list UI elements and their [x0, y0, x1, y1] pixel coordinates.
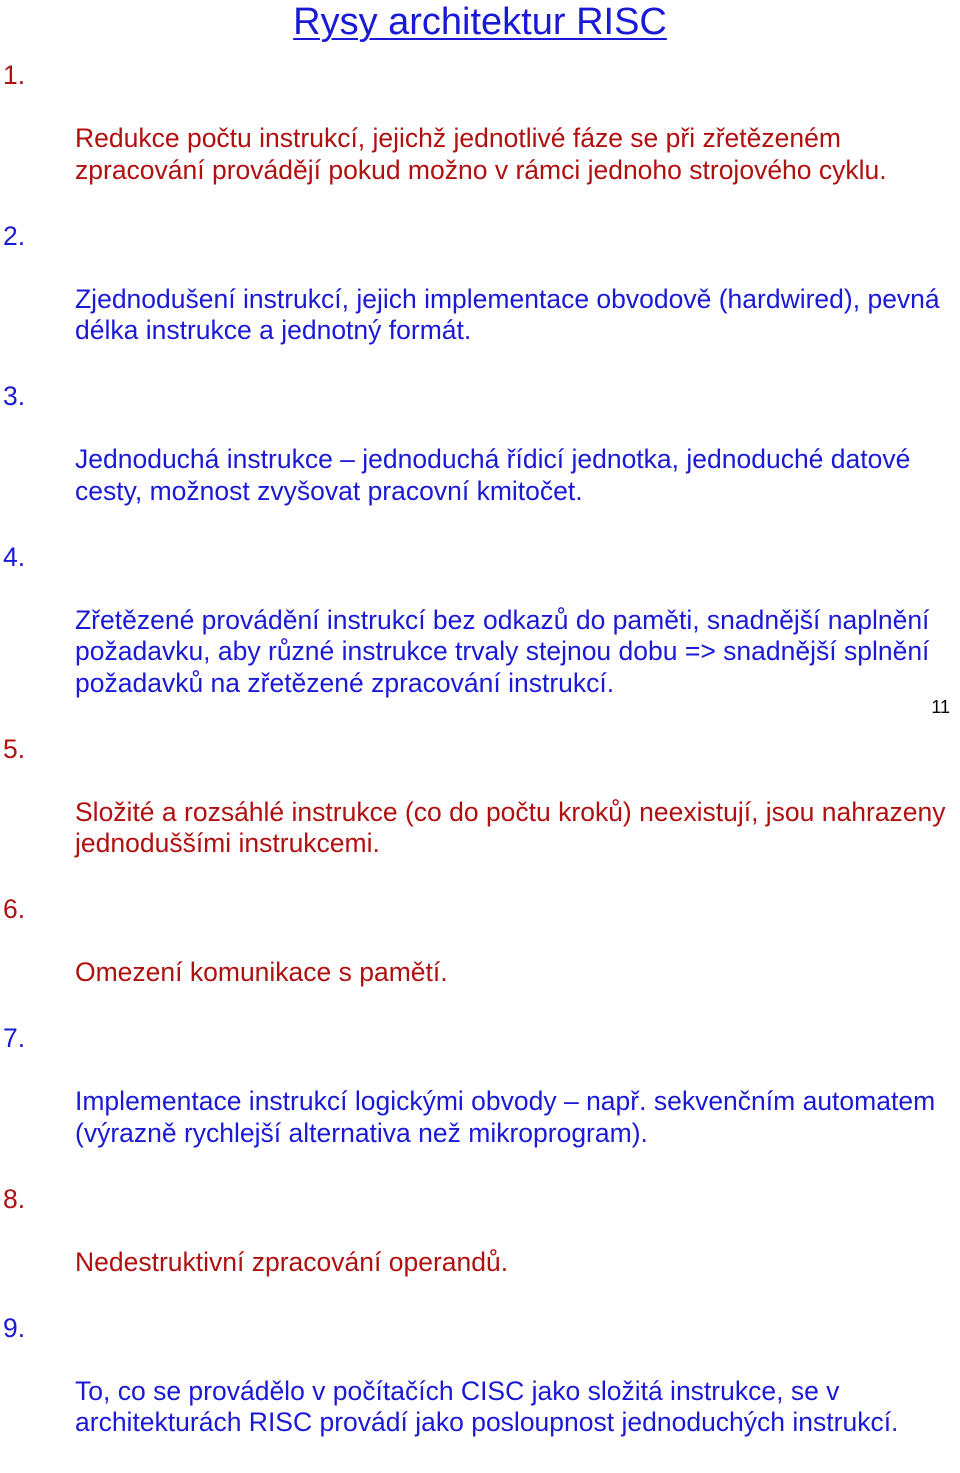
- item-text: Redukce počtu instrukcí, jejichž jednotlivé fáze se při zřetězeném zpracování provádějí pokud možno v rámci jednoho strojového cyklu.: [75, 123, 887, 185]
- list-item: [0, 1313, 960, 1471]
- item-text: Implementace instrukcí logickými obvody – např. sekvenčním automatem (výrazně rychlejší alternativa než mikroprogram).: [75, 1086, 936, 1148]
- list-item: [0, 1023, 960, 1181]
- list-item: [0, 381, 960, 539]
- item-number: 1.: [3, 60, 26, 90]
- item-number: 2.: [3, 220, 26, 251]
- list-item: [0, 734, 960, 892]
- list-item: [0, 894, 960, 1020]
- item-number: 8.: [3, 1183, 26, 1214]
- item-text: Zjednodušení instrukcí, jejich implementace obvodově (hardwired), pevná délka instrukce a jednotný formát.: [75, 283, 940, 345]
- item-number: 7.: [3, 1023, 26, 1053]
- slide-title: Rysy architektur RISC: [293, 1, 667, 43]
- item-text: Složité a rozsáhlé instrukce (co do počtu kroků) neexistují, jsou nahrazeny jednoduššími instrukcemi.: [75, 796, 946, 858]
- item-number: 5.: [3, 733, 26, 764]
- item-number: 6.: [3, 894, 26, 924]
- item-text: Jednoduchá instrukce – jednoduchá řídicí jednotka, jednoduché datové cesty, možnost zvyšovat pracovní kmitočet.: [75, 444, 911, 506]
- page-number: 11: [931, 697, 950, 717]
- item-number: 4.: [3, 541, 26, 572]
- list-item: [0, 542, 960, 731]
- item-text: Zřetězené provádění instrukcí bez odkazů do paměti, snadnější naplnění požadavku, aby různé instrukce trvaly stejnou dobu => snadnější splnění požadavků na zřetězené zpracování instrukcí.: [75, 604, 930, 698]
- list-item: [0, 60, 960, 218]
- list-item: [0, 1184, 960, 1310]
- item-number: 9.: [3, 1312, 26, 1343]
- item-text: Nedestruktivní zpracování operandů.: [75, 1246, 509, 1277]
- item-text: To, co se provádělo v počítačích CISC jako složitá instrukce, se v architekturách RISC provádí jako posloupnost jednoduchých instrukcí.: [75, 1375, 899, 1437]
- list-item: [0, 221, 960, 379]
- item-number: 3.: [3, 381, 26, 411]
- item-text: Omezení komunikace s pamětí.: [75, 957, 448, 987]
- points-list: [0, 60, 960, 1473]
